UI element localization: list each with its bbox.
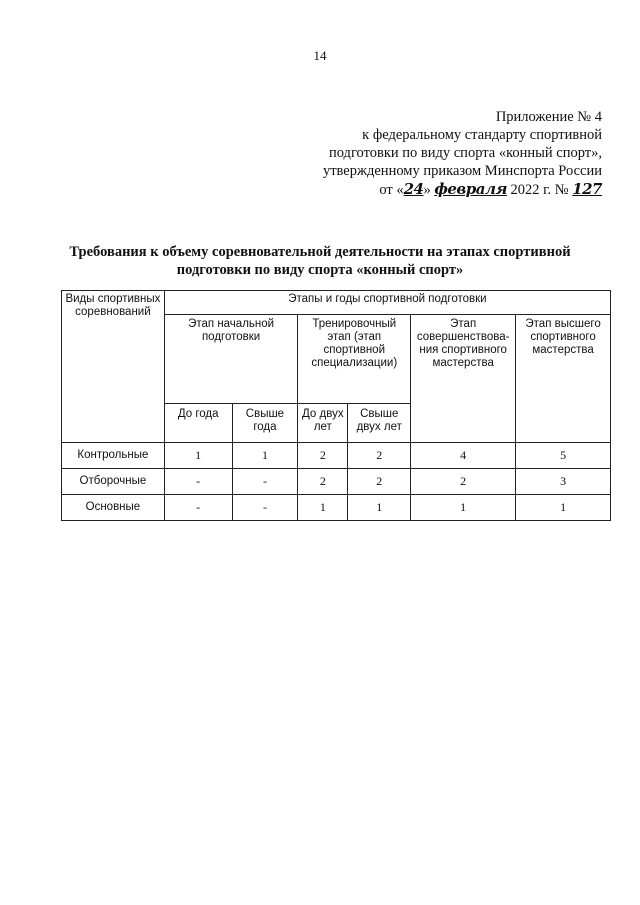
row-label: Основные (62, 495, 165, 521)
row-label: Контрольные (62, 443, 165, 469)
title-line-1: Требования к объему соревновательной деятельности на этапах спортивной (69, 244, 571, 260)
header-stage-training: Тренировочный этап (этап спортивной специализации) (298, 315, 411, 404)
table-cell: - (164, 495, 232, 521)
header-stages: Этапы и годы спортивной подготовки (164, 291, 610, 315)
page-number: 14 (313, 48, 327, 63)
table-cell: - (164, 469, 232, 495)
table-cell: 1 (348, 495, 411, 521)
header-row-1 (62, 291, 611, 315)
table-row (62, 443, 611, 469)
table-cell: 1 (411, 495, 516, 521)
table-cell: - (232, 469, 298, 495)
table-cell: 1 (516, 495, 611, 521)
header-training-over-two: Свыше двух лет (348, 404, 411, 443)
header-initial-upto-year: До года (164, 404, 232, 443)
table-cell: 2 (298, 469, 348, 495)
header-initial-over-year: Свыше года (232, 404, 298, 443)
table-cell: 2 (298, 443, 348, 469)
header-stage-improvement: Этап совершенствова-ния спортивного мастерства (411, 315, 516, 443)
row-label: Отборочные (62, 469, 165, 495)
requirements-table (61, 290, 611, 521)
table-row (62, 495, 611, 521)
table-cell: 1 (164, 443, 232, 469)
table-cell: 3 (516, 469, 611, 495)
appendix-order-line: утвержденному приказом Минспорта России (322, 163, 602, 179)
header-training-upto-two: До двух лет (298, 404, 348, 443)
table-cell: - (232, 495, 298, 521)
appendix-title: Приложение № 4 (495, 109, 602, 125)
table-cell: 2 (348, 469, 411, 495)
date-year: 2022 г. № (506, 182, 573, 198)
handwritten-day: 24 (403, 180, 424, 198)
table-cell: 1 (298, 495, 348, 521)
date-mid: » (423, 182, 435, 198)
handwritten-order-number: 127 (572, 180, 602, 198)
appendix-block (302, 108, 602, 199)
header-stage-highest: Этап высшего спортивного мастерства (516, 315, 611, 443)
appendix-standard-line: к федеральному стандарту спортивной (362, 127, 602, 143)
handwritten-month: февраля (434, 180, 507, 198)
table-cell: 5 (516, 443, 611, 469)
table-row (62, 469, 611, 495)
appendix-sport-line: подготовки по виду спорта «конный спорт», (328, 145, 602, 161)
table-cell: 2 (348, 443, 411, 469)
table-cell: 4 (411, 443, 516, 469)
table-cell: 1 (232, 443, 298, 469)
table-cell: 2 (411, 469, 516, 495)
date-prefix: от « (379, 182, 404, 198)
document-title (30, 243, 610, 279)
title-line-2: подготовки по виду спорта «конный спорт» (176, 262, 464, 278)
appendix-date-line (302, 180, 602, 199)
header-competition-types: Виды спортивных соревнований (62, 291, 165, 443)
header-stage-initial: Этап начальной подготовки (164, 315, 298, 404)
